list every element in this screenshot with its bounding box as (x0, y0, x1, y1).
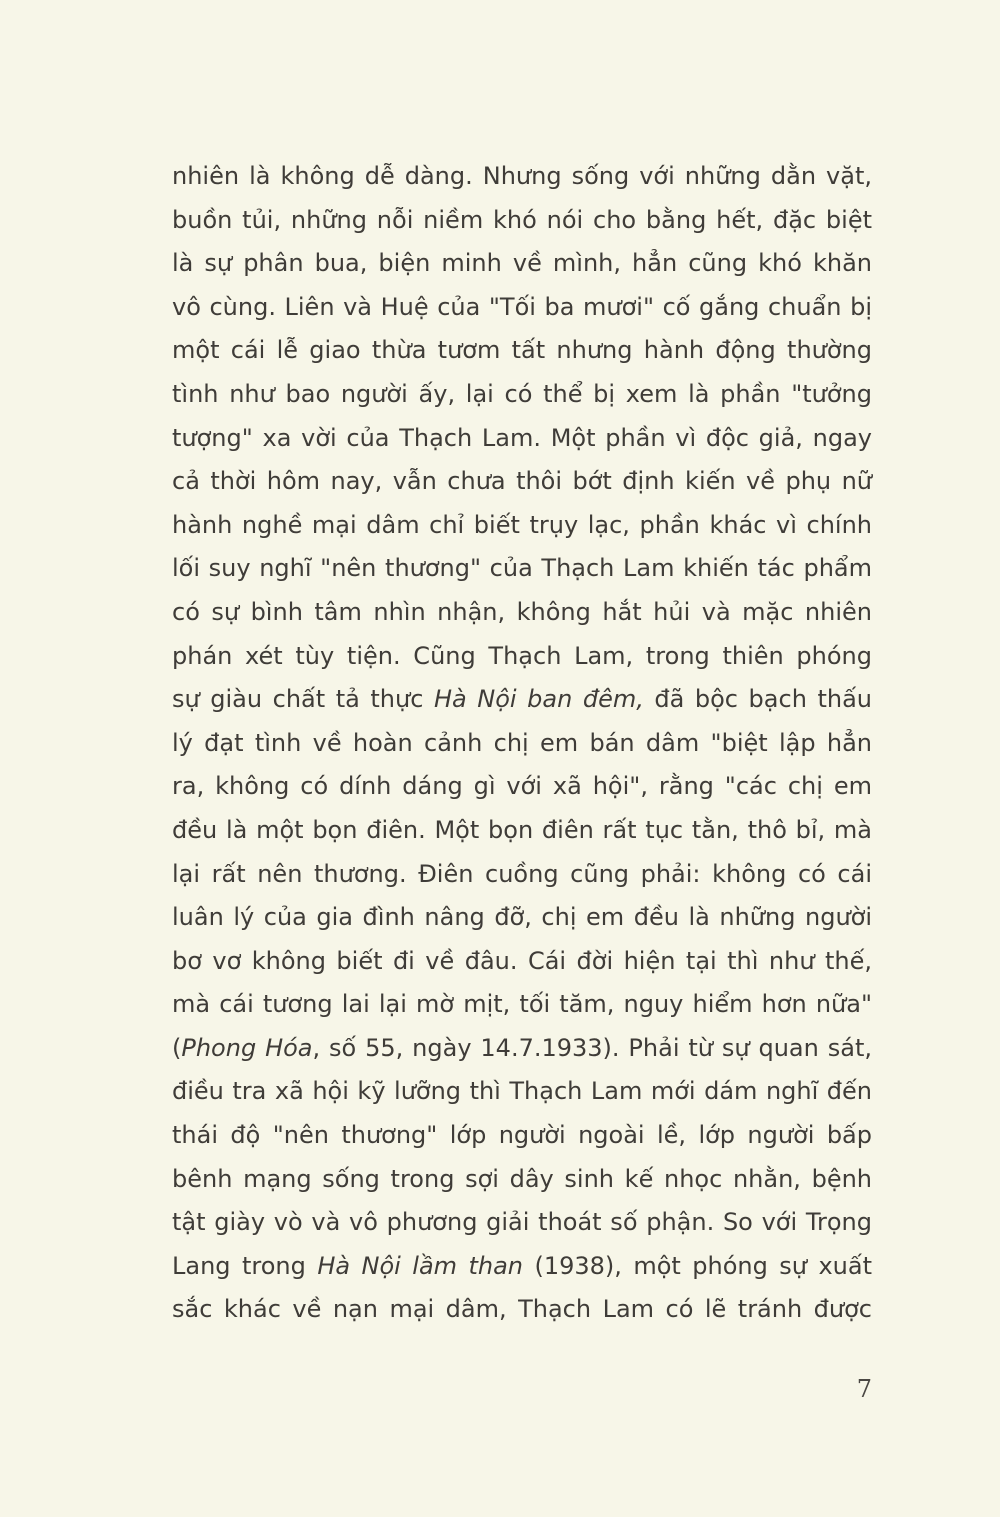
text-line: thái độ "nên thương" lớp người ngoài lề, lớp người bấp (172, 1121, 872, 1150)
text-line: bơ vơ không biết đi về đâu. Cái đời hiện tại thì như thế, (172, 946, 872, 975)
text-line: bênh mạng sống trong sợi dây sinh kế nhọc nhằn, bệnh (172, 1164, 872, 1193)
text-line (172, 1245, 872, 1289)
text-line: tượng" xa vời của Thạch Lam. Một phần vì độc giả, ngay (172, 423, 872, 452)
italic-title: Hà Nội lầm than (317, 1251, 524, 1280)
text-segment: ( (172, 1033, 182, 1062)
text-line: điều tra xã hội kỹ lưỡng thì Thạch Lam mới dám nghĩ đến (172, 1077, 872, 1106)
text-line: là sự phân bua, biện minh về mình, hẳn cũng khó khăn (172, 249, 872, 278)
text-line: sắc khác về nạn mại dâm, Thạch Lam có lẽ tránh được (172, 1295, 872, 1324)
text-line: đều là một bọn điên. Một bọn điên rất tục tằn, thô bỉ, mà (172, 815, 872, 844)
text-line: vô cùng. Liên và Huệ của "Tối ba mươi" cố gắng chuẩn bị (172, 292, 872, 321)
text-line (172, 678, 872, 722)
text-segment: (1938), một phóng sự xuất (523, 1251, 872, 1280)
text-line: có sự bình tâm nhìn nhận, không hắt hủi và mặc nhiên (172, 597, 872, 626)
text-line: buồn tủi, những nỗi niềm khó nói cho bằng hết, đặc biệt (172, 205, 872, 234)
text-line: mà cái tương lai lại mờ mịt, tối tăm, nguy hiểm hơn nữa" (172, 990, 872, 1019)
text-line: nhiên là không dễ dàng. Nhưng sống với những dằn vặt, (172, 162, 872, 190)
text-line: luân lý của gia đình nâng đỡ, chị em đều là những người (172, 903, 872, 932)
text-line: tật giày vò và vô phương giải thoát số phận. So với Trọng (172, 1208, 872, 1237)
page-number: 7 (856, 1375, 872, 1403)
body-text (172, 155, 872, 1332)
text-line: một cái lễ giao thừa tươm tất nhưng hành động thường (172, 336, 872, 365)
text-line: lý đạt tình về hoàn cảnh chị em bán dâm "biệt lập hẳn (172, 728, 872, 757)
text-line (172, 1027, 872, 1071)
text-line: hành nghề mại dâm chỉ biết trụy lạc, phần khác vì chính (172, 510, 872, 539)
text-segment: sự giàu chất tả thực (172, 685, 434, 714)
text-segment: Lang trong (172, 1251, 318, 1280)
text-line: lối suy nghĩ "nên thương" của Thạch Lam khiến tác phẩm (172, 554, 872, 583)
text-line: cả thời hôm nay, vẫn chưa thôi bớt định kiến về phụ nữ (172, 467, 872, 496)
text-line: lại rất nên thương. Điên cuồng cũng phải: không có cái (172, 859, 872, 888)
text-segment: , số 55, ngày 14.7.1933). Phải từ sự quan sát, (312, 1033, 872, 1062)
text-line: ra, không có dính dáng gì với xã hội", rằng "các chị em (172, 772, 872, 801)
text-segment: đã bộc bạch thấu (643, 685, 872, 714)
text-line: phán xét tùy tiện. Cũng Thạch Lam, trong thiên phóng (172, 641, 872, 670)
text-line: tình như bao người ấy, lại có thể bị xem là phần "tưởng (172, 379, 872, 408)
italic-title: Phong Hóa (181, 1033, 313, 1062)
italic-title: Hà Nội ban đêm, (433, 685, 644, 714)
